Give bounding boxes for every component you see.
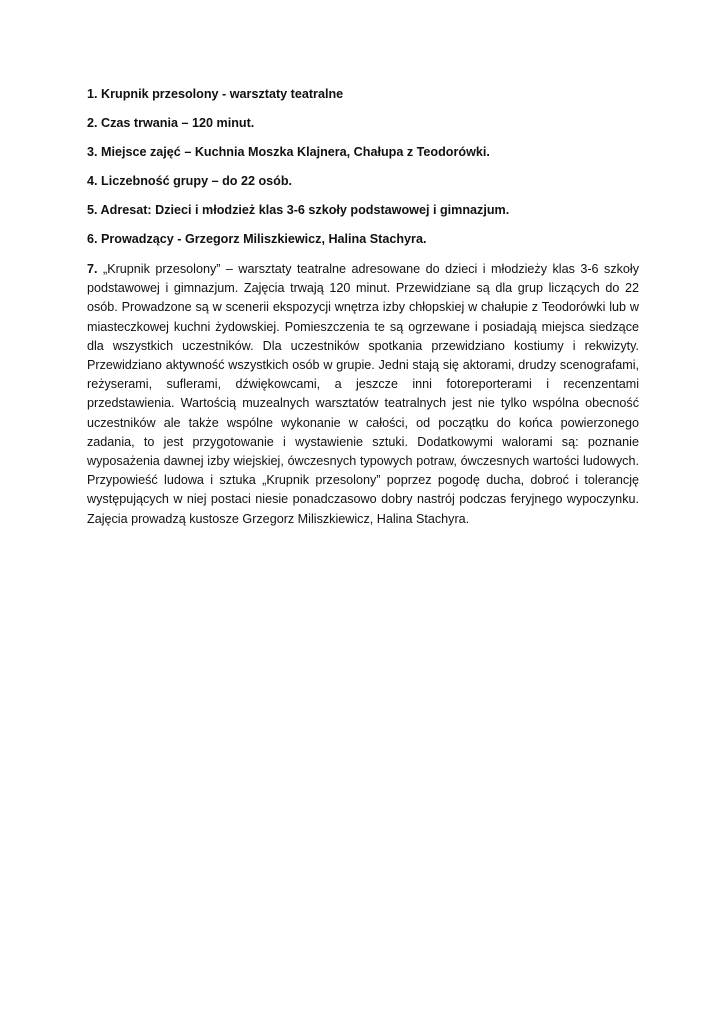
heading-title: 1. Krupnik przesolony - warsztaty teatralne <box>87 87 344 101</box>
document-page <box>87 86 639 529</box>
description-paragraph <box>87 260 639 529</box>
heading-audience: 5. Adresat: Dzieci i młodzież klas 3-6 szkoły podstawowej i gimnazjum. <box>87 203 510 217</box>
description-text: „Krupnik przesolony” – warsztaty teatralne adresowane do dzieci i młodzieży klas 3-6 szkoły podstawowej i gimnazjum. Zajęcia trwają 120 minut. Przewidziane są dla grup liczących do 22 osób. Prowadzone są w scenerii ekspozycji wnętrza izby chłopskiej w chałupie z Teodorówki lub w miasteczkowej kuchni żydowskiej. Pomieszczenia te są ogrzewane i posiadają miejsca siedzące dla wszystkich uczestników. Dla uczestników spotkania przewidziano kostiumy i rekwizyty. Przewidziano aktywność wszystkich osób w grupie. Jedni stają się aktorami, drudzy scenografami, reżyserami, suflerami, dźwiękowcami, a jeszcze inni fotoreporterami i recenzentami przedstawienia. Wartością muzealnych warsztatów teatralnych jest nie tylko wspólna obecność uczestników ale także wspólne wykonanie w całości, od początku do końca powierzonego zadania, to jest przygotowanie i wystawienie sztuki. Dodatkowymi walorami są: poznanie wyposażenia dawnej izby wiejskiej, ówczesnych typowych potraw, ówczesnych wartości ludowych. Przypowieść ludowa i sztuka „Krupnik przesolony” poprzez pogodę ducha, dobroć i tolerancję występujących w niej postaci niesie ponadczasowo dobry nastrój podczas feryjnego wypoczynku. Zajęcia prowadzą kustosze Grzegorz Miliszkiewicz, Halina Stachyra. <box>87 262 640 526</box>
heading-leaders: 6. Prowadzący - Grzegorz Miliszkiewicz, Halina Stachyra. <box>87 232 427 246</box>
heading-group-size: 4. Liczebność grupy – do 22 osób. <box>87 174 293 188</box>
description-number: 7. <box>87 262 98 276</box>
heading-location: 3. Miejsce zajęć – Kuchnia Moszka Klajnera, Chałupa z Teodorówki. <box>87 145 490 159</box>
heading-duration: 2. Czas trwania – 120 minut. <box>87 116 255 130</box>
